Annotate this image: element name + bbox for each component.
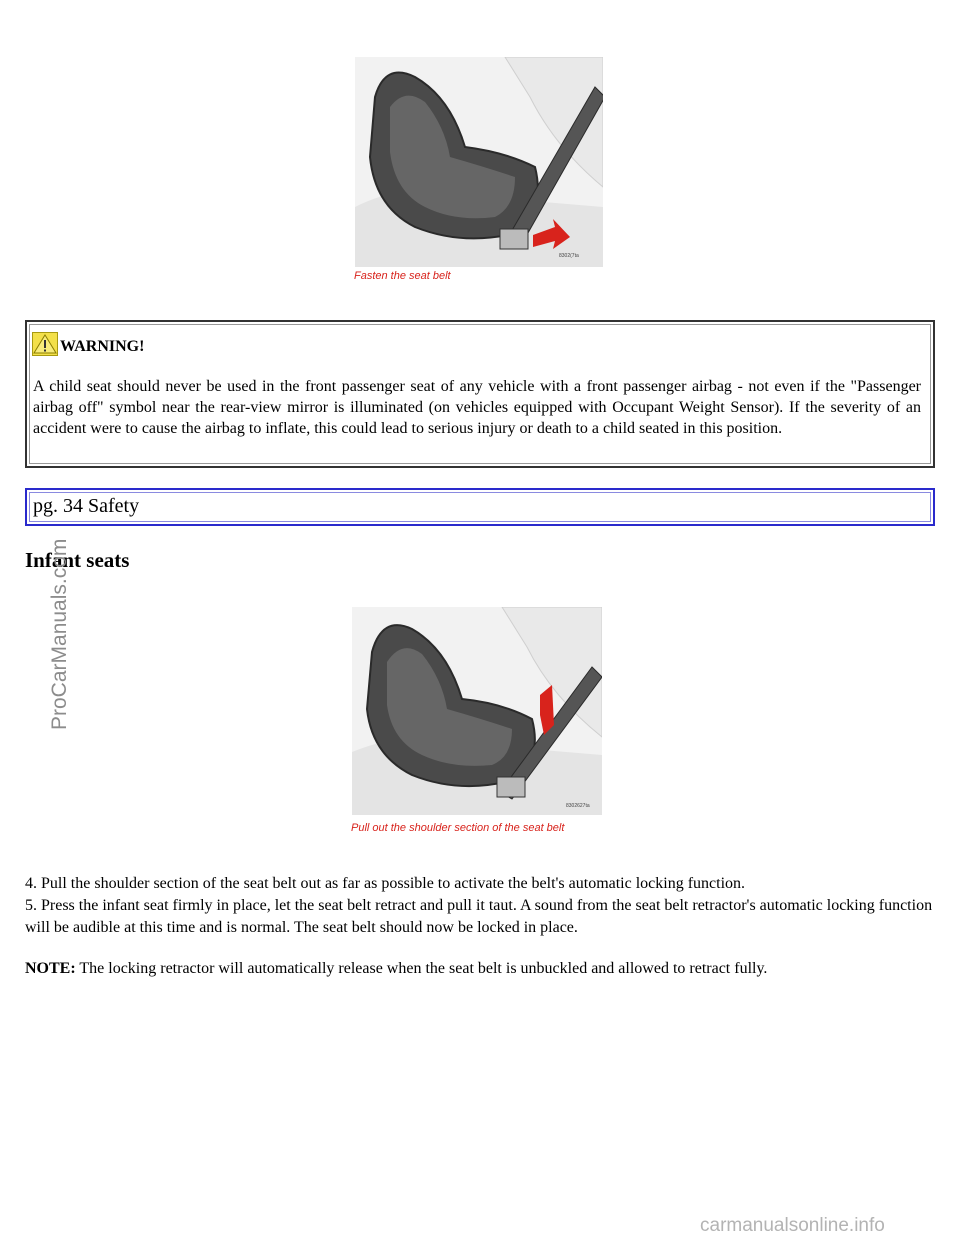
figure-code: 8302627ta [566,803,590,809]
figure-fasten-seat-belt [355,57,603,267]
page-header-bar [25,488,935,526]
infant-seat-illustration [352,607,602,815]
note-paragraph [25,958,935,980]
note-text: The locking retractor will automatically release when the seat belt is unbuckled and allowed to retract fully. [75,960,768,977]
warning-heading [32,332,144,356]
section-title: Infant seats [25,548,130,572]
figure-code: 8302(7ta [559,253,579,259]
figure-caption: Fasten the seat belt [354,270,451,282]
bottom-watermark: carmanualsonline.info [700,1215,885,1236]
step-4-text: 4. Pull the shoulder section of the seat belt out as far as possible to activate the belt's automatic locking function. [25,875,746,892]
warning-title: WARNING! [60,338,145,355]
figure-caption: Pull out the shoulder section of the seat belt [351,822,565,834]
infant-seat-illustration [355,57,603,267]
step-5-text: 5. Press the infant seat firmly in place, let the seat belt retract and pull it taut. A sound from the seat belt retractor's automatic locking function will be audible at this time and is normal. The seat belt should now be locked in place. [25,897,933,936]
page-header-label: pg. 34 Safety [33,495,140,517]
note-label: NOTE: [25,960,76,977]
figure-pull-shoulder-belt [352,607,602,815]
side-watermark: ProCarManuals.com [48,538,71,730]
warning-triangle-icon [32,332,58,356]
warning-text: A child seat should never be used in the front passenger seat of any vehicle with a front passenger airbag - not even if the "Passenger airbag off" symbol near the rear-view mirror is illuminated (on vehicles equipped with Occupant Weight Sensor). If the severity of an accident were to cause the airbag to inflate, this could lead to serious injury or death to a child seated in this position. [33,378,921,437]
